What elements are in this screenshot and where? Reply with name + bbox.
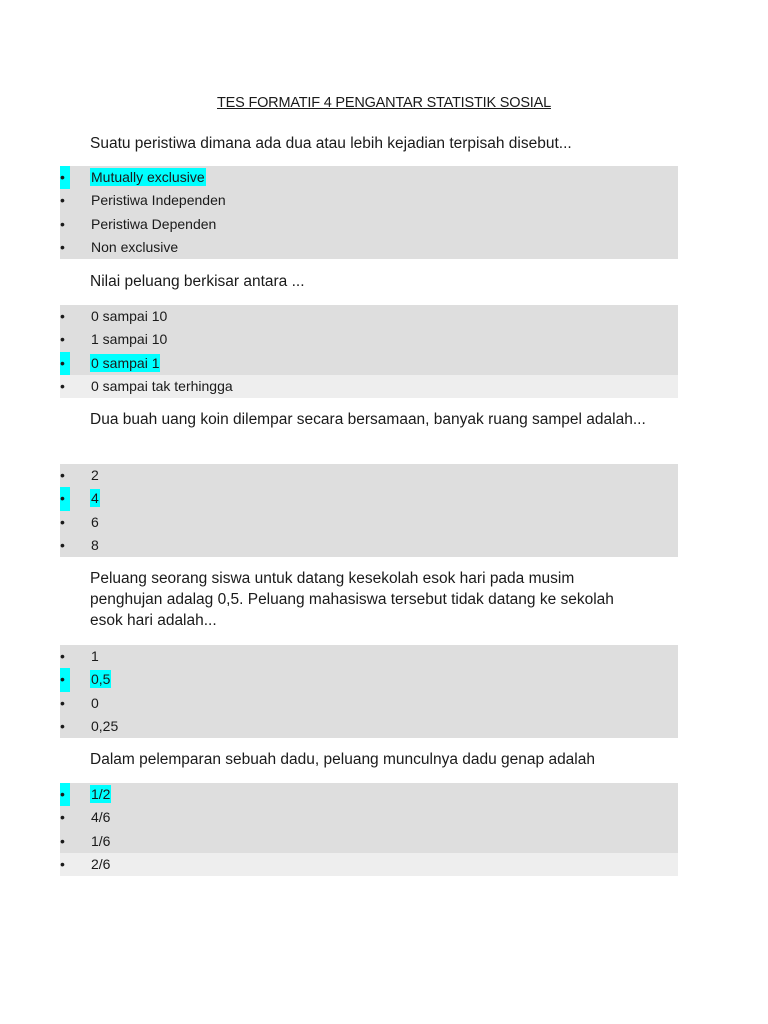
option-text: 1 sampai 10	[91, 331, 168, 348]
option-text: 4/6	[91, 809, 111, 826]
option-text: Peristiwa Independen	[91, 192, 226, 209]
bullet-icon: •	[60, 352, 70, 375]
option-text: 1/6	[91, 832, 111, 849]
option-item	[60, 715, 678, 738]
bullet-icon: •	[60, 783, 70, 806]
bullet-icon: •	[60, 694, 65, 711]
option-item	[60, 189, 678, 212]
bullet-icon: •	[60, 467, 65, 483]
bullet-icon: •	[60, 513, 65, 530]
option-text: Mutually exclusive	[91, 169, 205, 185]
option-item	[60, 511, 678, 534]
question-1-text: Suatu peristiwa dimana ada dua atau lebih kejadian terpisah disebut...	[90, 135, 572, 152]
bullet-icon: •	[60, 192, 65, 209]
bullet-icon: •	[60, 832, 65, 849]
question-4-text: Peluang seorang siswa untuk datang kesekolah esok hari pada musim penghujan adalag 0,5. Peluang mahasiswa tersebut tidak datang ke sekolah esok hari adalah...	[90, 570, 614, 629]
bullet-icon: •	[60, 308, 65, 324]
option-item	[60, 213, 678, 236]
option-text: Peristiwa Dependen	[91, 215, 217, 232]
question-2-options	[60, 305, 678, 398]
bullet-icon: •	[60, 238, 65, 255]
option-text: 1/2	[91, 786, 111, 802]
option-item	[60, 305, 678, 328]
question-3-options	[60, 464, 678, 557]
question-2-text: Nilai peluang berkisar antara ...	[90, 273, 305, 290]
option-text: 1	[91, 648, 99, 664]
option-item	[60, 645, 678, 668]
option-text: 2	[91, 467, 99, 483]
option-text: Non exclusive	[91, 238, 179, 255]
bullet-icon: •	[60, 855, 65, 872]
bullet-icon: •	[60, 166, 70, 189]
question-1-options	[60, 166, 678, 259]
bullet-icon: •	[60, 536, 65, 553]
option-item	[60, 166, 678, 189]
option-text: 0 sampai tak terhingga	[91, 377, 233, 394]
option-item	[60, 487, 678, 510]
bullet-icon: •	[60, 668, 70, 691]
option-item	[60, 830, 678, 853]
option-item	[60, 692, 678, 715]
question-4-options	[60, 645, 678, 738]
option-item	[60, 668, 678, 691]
option-item	[60, 783, 678, 806]
option-item	[60, 464, 678, 487]
document-title: TES FORMATIF 4 PENGANTAR STATISTIK SOSIAL	[217, 95, 551, 111]
bullet-icon: •	[60, 809, 65, 826]
bullet-icon: •	[60, 377, 65, 394]
option-text: 6	[91, 513, 99, 530]
option-text: 2/6	[91, 855, 111, 872]
bullet-icon: •	[60, 215, 65, 232]
option-item	[60, 375, 678, 398]
question-3-text: Dua buah uang koin dilempar secara bersamaan, banyak ruang sampel adalah...	[90, 411, 646, 428]
option-item	[60, 236, 678, 259]
option-text: 4	[91, 490, 99, 507]
bullet-icon: •	[60, 717, 65, 734]
option-item	[60, 806, 678, 829]
question-5-options	[60, 783, 678, 876]
bullet-icon: •	[60, 648, 65, 664]
option-text: 0 sampai 1	[91, 354, 160, 371]
option-text: 0,25	[91, 717, 119, 734]
option-text: 8	[91, 536, 99, 553]
bullet-icon: •	[60, 487, 70, 510]
option-item	[60, 853, 678, 876]
question-5-text: Dalam pelemparan sebuah dadu, peluang munculnya dadu genap adalah	[90, 751, 595, 768]
option-item	[60, 328, 678, 351]
option-text: 0 sampai 10	[91, 308, 168, 324]
option-text: 0	[91, 694, 99, 711]
option-item	[60, 352, 678, 375]
bullet-icon: •	[60, 331, 65, 348]
option-text: 0,5	[91, 671, 111, 688]
option-item	[60, 534, 678, 557]
